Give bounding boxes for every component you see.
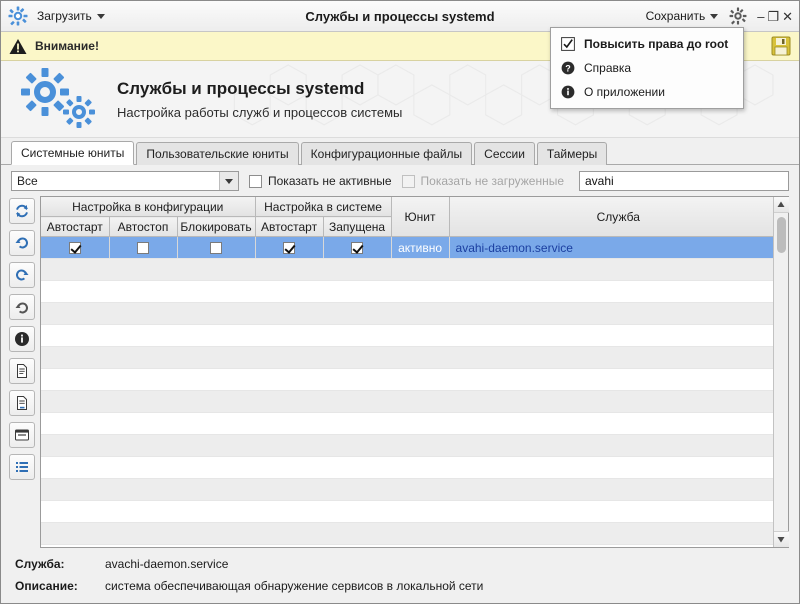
info-icon[interactable] <box>9 326 35 352</box>
units-grid <box>41 197 788 545</box>
column-header-cfg-autostart[interactable]: Автостарт <box>41 217 109 237</box>
tab-system-units[interactable] <box>11 141 134 165</box>
menu-item-help[interactable] <box>551 56 743 80</box>
refresh-icon[interactable] <box>9 198 35 224</box>
cell-cfg-autostart[interactable] <box>41 237 109 259</box>
scrollbar-thumb[interactable] <box>777 217 786 253</box>
table-row-empty <box>41 391 788 413</box>
info-icon <box>561 85 575 99</box>
column-header-sys-autostart[interactable]: Автостарт <box>255 217 323 237</box>
document-icon[interactable] <box>9 358 35 384</box>
scroll-down-arrow-icon[interactable] <box>774 531 789 547</box>
empty-cell <box>41 259 788 281</box>
column-header-service[interactable]: Служба <box>449 197 787 237</box>
table-row-empty <box>41 523 788 545</box>
cell-service-name[interactable]: avahi-daemon.service <box>449 237 787 259</box>
empty-cell <box>41 501 788 523</box>
table-row-empty <box>41 325 788 347</box>
show-inactive-checkbox[interactable] <box>249 174 392 188</box>
tab-bar <box>1 138 799 165</box>
empty-cell <box>41 369 788 391</box>
undo-history-icon[interactable] <box>9 230 35 256</box>
cell-sys-running[interactable] <box>323 237 391 259</box>
empty-cell <box>41 435 788 457</box>
detail-description-row <box>15 579 787 593</box>
filter-bar <box>1 165 799 196</box>
terminal-icon[interactable] <box>9 422 35 448</box>
empty-cell <box>41 303 788 325</box>
table-row[interactable] <box>41 237 788 259</box>
column-header-cfg-block[interactable]: Блокировать <box>177 217 255 237</box>
empty-cell <box>41 413 788 435</box>
column-header-cfg-autostop[interactable]: Автостоп <box>109 217 177 237</box>
save-menu-label: Сохранить <box>645 9 706 23</box>
menu-item-label: Повысить права до root <box>584 37 729 51</box>
table-scrollbar[interactable] <box>773 197 788 547</box>
chevron-down-glyph <box>225 179 233 184</box>
list-icon[interactable] <box>9 454 35 480</box>
tab-config-files[interactable] <box>301 142 472 165</box>
scroll-up-arrow-icon[interactable] <box>774 197 789 213</box>
settings-gear-icon[interactable] <box>729 7 747 25</box>
banner-title: Службы и процессы systemd <box>117 78 365 98</box>
detail-description-label: Описание: <box>15 579 78 593</box>
empty-cell <box>41 347 788 369</box>
checkbox-icon <box>561 37 575 51</box>
table-row-empty <box>41 435 788 457</box>
gears-icon <box>19 68 101 130</box>
title-bar-left <box>1 6 108 26</box>
warning-text: Внимание! <box>35 39 99 53</box>
tab-label: Пользовательские юниты <box>146 147 289 161</box>
detail-service-label: Служба: <box>15 557 65 571</box>
window-title: Службы и процессы systemd <box>305 8 495 24</box>
banner-text <box>117 79 402 120</box>
show-inactive-label: Показать не активные <box>268 174 392 188</box>
table-row-empty <box>41 413 788 435</box>
checkbox-icon[interactable] <box>69 242 81 254</box>
checkbox-icon[interactable] <box>137 242 149 254</box>
redo-icon[interactable] <box>9 262 35 288</box>
empty-cell <box>41 457 788 479</box>
checkbox-box <box>249 175 262 188</box>
table-row-empty <box>41 457 788 479</box>
document-export-icon[interactable] <box>9 390 35 416</box>
maximize-button[interactable]: ❐ <box>767 8 780 24</box>
detail-service-value: avachi-daemon.service <box>105 557 229 571</box>
column-header-unit[interactable]: Юнит <box>391 197 449 237</box>
table-row-empty <box>41 281 788 303</box>
group-header-row <box>41 197 788 217</box>
units-grid-body <box>41 237 788 545</box>
tool-strip <box>9 196 35 548</box>
checkbox-box <box>402 175 415 188</box>
minimize-button[interactable]: – <box>757 8 765 24</box>
show-unloaded-label: Показать не загруженные <box>420 174 565 188</box>
empty-cell <box>41 479 788 501</box>
menu-item-elevate-root[interactable] <box>551 32 743 56</box>
column-header-sys-running[interactable]: Запущена <box>323 217 391 237</box>
tab-timers[interactable] <box>537 142 607 165</box>
tab-label: Таймеры <box>546 147 598 161</box>
show-unloaded-checkbox <box>402 174 564 188</box>
table-row-empty <box>41 501 788 523</box>
checkbox-icon[interactable] <box>210 242 222 254</box>
chevron-down-icon[interactable] <box>219 172 238 190</box>
filter-dropdown[interactable] <box>11 171 239 191</box>
save-menu-button[interactable] <box>643 7 722 25</box>
load-menu-button[interactable] <box>34 7 108 25</box>
settings-dropdown-menu[interactable] <box>550 27 744 109</box>
table-row-empty <box>41 369 788 391</box>
cell-cfg-autostop[interactable] <box>109 237 177 259</box>
tab-label: Конфигурационные файлы <box>310 147 463 161</box>
window-controls <box>757 10 793 23</box>
tab-label: Системные юниты <box>21 146 125 160</box>
banner-subtitle: Настройка работы служб и процессов системы <box>117 104 403 120</box>
table-row-empty <box>41 259 788 281</box>
menu-item-label: О приложении <box>584 85 665 99</box>
app-gear-icon <box>8 6 28 26</box>
search-input[interactable] <box>579 171 789 191</box>
cell-cfg-block[interactable] <box>177 237 255 259</box>
tab-sessions[interactable] <box>474 142 535 165</box>
empty-cell <box>41 281 788 303</box>
cell-unit-state: активно <box>391 237 449 259</box>
cell-sys-autostart[interactable] <box>255 237 323 259</box>
units-table <box>40 196 789 548</box>
chevron-down-icon <box>710 14 718 19</box>
group-header-config: Настройка в конфигурации <box>41 197 255 217</box>
table-row-empty <box>41 479 788 501</box>
menu-item-about[interactable] <box>551 80 743 104</box>
tab-label: Сессии <box>484 147 525 161</box>
main-body <box>1 196 799 548</box>
floppy-save-icon[interactable] <box>771 36 791 56</box>
table-row-empty <box>41 303 788 325</box>
chevron-down-icon <box>97 14 105 19</box>
table-row-empty <box>41 347 788 369</box>
tab-user-units[interactable] <box>136 142 298 165</box>
question-mark-icon <box>561 61 575 75</box>
load-menu-label: Загрузить <box>37 9 92 23</box>
title-bar-right <box>643 7 799 25</box>
revert-icon[interactable] <box>9 294 35 320</box>
filter-dropdown-value: Все <box>17 174 38 188</box>
details-panel <box>1 548 799 603</box>
group-header-system: Настройка в системе <box>255 197 391 217</box>
empty-cell <box>41 325 788 347</box>
detail-description-value: система обеспечивающая обнаружение сервисов в локальной сети <box>105 579 484 593</box>
empty-cell <box>41 391 788 413</box>
close-button[interactable]: ✕ <box>782 8 793 24</box>
empty-cell <box>41 523 788 545</box>
checkbox-icon[interactable] <box>351 242 363 254</box>
menu-item-label: Справка <box>584 61 632 75</box>
svg-text:?: ? <box>565 63 571 74</box>
checkbox-icon[interactable] <box>283 242 295 254</box>
warning-triangle-icon <box>9 38 27 55</box>
detail-service-row <box>15 557 787 571</box>
